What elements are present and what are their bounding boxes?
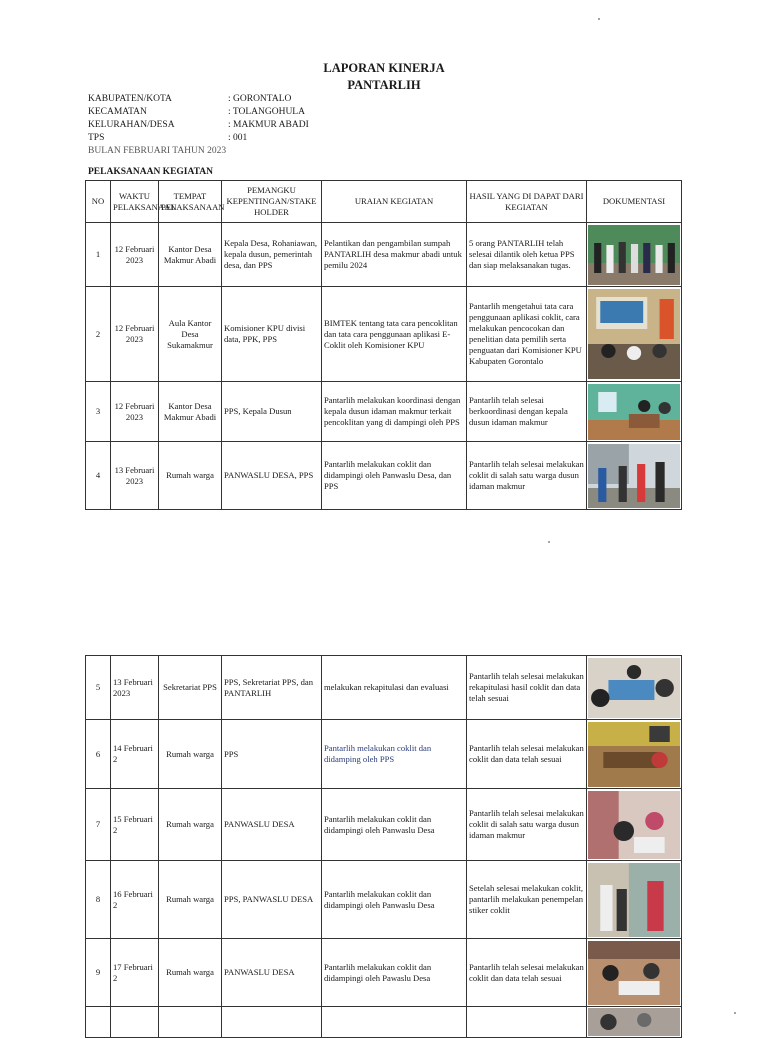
cell-pemangku: Komisioner KPU divisi data, PPK, PPS — [222, 287, 322, 382]
cell-pemangku: PPS, Kepala Dusun — [222, 382, 322, 442]
cell-pemangku: PPS, PANWASLU DESA — [222, 861, 322, 939]
cell-tempat: Rumah warga — [159, 720, 222, 789]
cell-tempat: Aula Kantor Desa Sukamakmur — [159, 287, 222, 382]
documentation-photo — [587, 656, 682, 720]
scan-speck — [548, 541, 550, 543]
cell-hasil: Pantarlih telah selesai berkoordinasi dengan kepala dusun idaman makmur — [467, 382, 587, 442]
cell-uraian: Pantarlih melakukan coklit dan didampingi oleh Pawaslu Desa — [322, 939, 467, 1007]
documentation-photo — [587, 442, 682, 510]
cell-no: 6 — [86, 720, 111, 789]
cell-tempat: Sekretariat PPS — [159, 656, 222, 720]
cell-pemangku: PANWASLU DESA — [222, 789, 322, 861]
cell-uraian: melakukan rekapitulasi dan evaluasi — [322, 656, 467, 720]
cell-uraian: Pelantikan dan pengambilan sumpah PANTARLIH desa makmur abadi untuk pemilu 2024 — [322, 223, 467, 287]
cell-uraian: Pantarlih melakukan coklit dan didampingi oleh Panwaslu Desa — [322, 861, 467, 939]
meta-label: KABUPATEN/KOTA — [88, 94, 172, 104]
table-row — [86, 656, 682, 720]
documentation-photo — [587, 861, 682, 939]
meta-value: : 001 — [228, 133, 248, 143]
documentation-photo — [587, 287, 682, 382]
section-label: PELAKSANAAN KEGIATAN — [88, 167, 214, 177]
table-row — [86, 287, 682, 382]
table-row — [86, 861, 682, 939]
meta-row — [88, 132, 309, 145]
cell-tempat: Kantor Desa Makmur Abadi — [159, 223, 222, 287]
meta-row — [88, 119, 309, 132]
cell-uraian: Pantarlih melakukan coklit dan didamping oleh PPS — [322, 720, 467, 789]
documentation-photo — [587, 789, 682, 861]
cell-hasil: Setelah selesai melakukan coklit, pantarlih melakukan penempelan stiker coklit — [467, 861, 587, 939]
col-header-no: NO — [86, 181, 111, 223]
report-meta — [88, 93, 309, 158]
cell-pemangku: Kepala Desa, Rohaniawan, kepala dusun, pemerintah desa, dan PPS — [222, 223, 322, 287]
cell-uraian: Pantarlih melakukan koordinasi dengan kepala dusun idaman makmur terkait pencoklitan yang di dampingi oleh PPS — [322, 382, 467, 442]
col-header-hasil: HASIL YANG DI DAPAT DARI KEGIATAN — [467, 181, 587, 223]
report-title: LAPORAN KINERJA — [323, 61, 445, 75]
table-row-partial — [86, 1007, 682, 1038]
cell-uraian: Pantarlih melakukan coklit dan didampingi oleh Panwaslu Desa — [322, 789, 467, 861]
activity-table-page2 — [85, 655, 682, 1038]
report-subtitle: PANTARLIH — [347, 78, 421, 92]
table-row — [86, 382, 682, 442]
table-row — [86, 442, 682, 510]
table-row — [86, 939, 682, 1007]
cell-waktu: 13 Februari 2023 — [111, 656, 159, 720]
col-header-pemangku: PEMANGKU KEPENTINGAN/STAKE HOLDER — [222, 181, 322, 223]
documentation-photo — [587, 720, 682, 789]
cell-uraian: BIMTEK tentang tata cara pencoklitan dan tata cara penggunaan aplikasi E-Coklit oleh Komisioner KPU — [322, 287, 467, 382]
table-header-row — [86, 181, 682, 223]
documentation-photo — [587, 1007, 682, 1038]
cell-waktu: 17 Februari 2 — [111, 939, 159, 1007]
meta-row — [88, 106, 309, 119]
meta-value: : GORONTALO — [228, 94, 292, 104]
cell-no: 4 — [86, 442, 111, 510]
meta-label: KECAMATAN — [88, 107, 147, 117]
cell-waktu: 12 Februari 2023 — [111, 382, 159, 442]
cell-waktu: 16 Februari 2 — [111, 861, 159, 939]
col-header-uraian: URAIAN KEGIATAN — [322, 181, 467, 223]
cell-no: 2 — [86, 287, 111, 382]
meta-value: : MAKMUR ABADI — [228, 120, 309, 130]
cell-pemangku: PANWASLU DESA, PPS — [222, 442, 322, 510]
meta-row — [88, 93, 309, 106]
cell-hasil: Pantarlih mengetahui tata cara penggunaan aplikasi coklit, cara melakukan pencocokan dan penelitian data pemilih serta penguatan dari Komisioner KPU Kabupaten Gorontalo — [467, 287, 587, 382]
cell-hasil: Pantarlih telah selesai melakukan coklit dan data telah sesuai — [467, 720, 587, 789]
col-header-tempat: TEMPAT PELAKSANAAN — [159, 181, 222, 223]
cell-waktu: 12 Februari 2023 — [111, 223, 159, 287]
cell-no: 9 — [86, 939, 111, 1007]
documentation-photo — [587, 939, 682, 1007]
report-period: BULAN FEBRUARI TAHUN 2023 — [88, 146, 227, 156]
cell-tempat: Rumah warga — [159, 861, 222, 939]
scan-speck — [598, 18, 600, 20]
cell-tempat: Kantor Desa Makmur Abadi — [159, 382, 222, 442]
cell-no: 7 — [86, 789, 111, 861]
cell-tempat: Rumah warga — [159, 939, 222, 1007]
cell-waktu: 13 Februari 2023 — [111, 442, 159, 510]
cell-no: 1 — [86, 223, 111, 287]
cell-waktu: 15 Februari 2 — [111, 789, 159, 861]
cell-tempat: Rumah warga — [159, 442, 222, 510]
cell-tempat: Rumah warga — [159, 789, 222, 861]
meta-label: KELURAHAN/DESA — [88, 120, 175, 130]
cell-pemangku: PPS, Sekretariat PPS, dan PANTARLIH — [222, 656, 322, 720]
activity-table-page1 — [85, 180, 682, 510]
documentation-photo — [587, 223, 682, 287]
cell-hasil: Pantarlih telah selesai melakukan coklit di salah satu warga dusun idaman makmur — [467, 789, 587, 861]
cell-hasil: Pantarlih telah selesai melakukan coklit dan data telah sesuai — [467, 939, 587, 1007]
cell-no: 3 — [86, 382, 111, 442]
cell-hasil: Pantarlih telah selesai melakukan rekapitulasi hasil coklit dan data telah sesuai — [467, 656, 587, 720]
meta-label: TPS — [88, 133, 105, 143]
meta-value: : TOLANGOHULA — [228, 107, 305, 117]
col-header-waktu: WAKTU PELAKSANAAN — [111, 181, 159, 223]
cell-no: 5 — [86, 656, 111, 720]
table-row — [86, 720, 682, 789]
cell-uraian: Pantarlih melakukan coklit dan didampingi oleh Panwaslu Desa, dan PPS — [322, 442, 467, 510]
cell-waktu: 12 Februari 2023 — [111, 287, 159, 382]
table-row — [86, 789, 682, 861]
scan-speck — [734, 1012, 736, 1014]
cell-waktu: 14 Februari 2 — [111, 720, 159, 789]
cell-hasil: 5 orang PANTARLIH telah selesai dilantik oleh ketua PPS dan siap melaksanakan tugas. — [467, 223, 587, 287]
documentation-photo — [587, 382, 682, 442]
table-row — [86, 223, 682, 287]
col-header-dokumentasi: DOKUMENTASI — [587, 181, 682, 223]
cell-hasil: Pantarlih telah selesai melakukan coklit di salah satu warga dusun idaman makmur — [467, 442, 587, 510]
cell-pemangku: PPS — [222, 720, 322, 789]
cell-no: 8 — [86, 861, 111, 939]
cell-pemangku: PANWASLU DESA — [222, 939, 322, 1007]
